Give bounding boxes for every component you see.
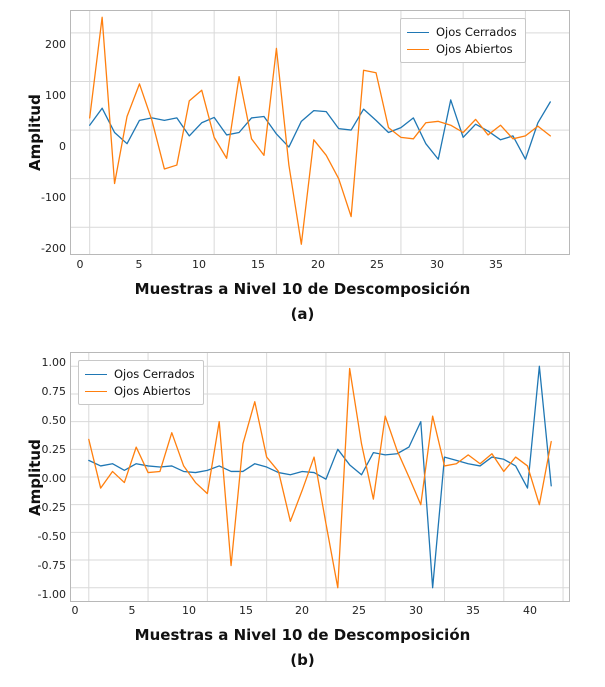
x-tick-label: 20 bbox=[295, 604, 309, 617]
legend-item-ojos-abiertos bbox=[85, 383, 195, 400]
legend-label: Ojos Abiertos bbox=[114, 383, 191, 398]
x-tick-label: 15 bbox=[239, 604, 253, 617]
y-tick-label: -0.50 bbox=[37, 530, 66, 543]
y-tick-label: 200 bbox=[45, 38, 66, 51]
panel-caption-a: (a) bbox=[290, 305, 315, 323]
x-tick-label: 30 bbox=[409, 604, 423, 617]
x-tick-label: 35 bbox=[466, 604, 480, 617]
x-tick-label: 10 bbox=[192, 258, 206, 271]
x-tick-label: 0 bbox=[76, 258, 84, 271]
legend-item-ojos-cerrados bbox=[407, 24, 517, 41]
x-tick-label: 25 bbox=[352, 604, 366, 617]
x-tick-label: 5 bbox=[135, 258, 143, 271]
panel-caption-b: (b) bbox=[290, 651, 315, 669]
y-tick-label: 0.50 bbox=[41, 414, 66, 427]
x-tick-label: 40 bbox=[523, 604, 537, 617]
y-tick-label: 100 bbox=[45, 89, 66, 102]
y-tick-label: 0.25 bbox=[41, 443, 66, 456]
y-tick-label: -0.25 bbox=[37, 501, 66, 514]
legend-b bbox=[78, 360, 204, 405]
legend-label: Ojos Abiertos bbox=[436, 41, 513, 56]
x-tick-label: 0 bbox=[71, 604, 79, 617]
x-tick-label: 15 bbox=[251, 258, 265, 271]
legend-line-swatch-blue bbox=[85, 374, 107, 375]
y-tick-label: -1.00 bbox=[37, 588, 66, 601]
legend-a bbox=[400, 18, 526, 63]
x-tick-label: 20 bbox=[311, 258, 325, 271]
legend-label: Ojos Cerrados bbox=[114, 367, 195, 381]
legend-line-swatch-orange bbox=[85, 391, 107, 392]
legend-item-ojos-abiertos bbox=[407, 41, 517, 58]
y-tick-label: -200 bbox=[41, 242, 66, 255]
chart-panel-a bbox=[0, 0, 605, 340]
y-tick-label: -100 bbox=[41, 191, 66, 204]
y-tick-label: 0.75 bbox=[41, 385, 66, 398]
legend-line-swatch-blue bbox=[407, 32, 429, 33]
y-tick-label: 0 bbox=[59, 140, 66, 153]
x-tick-label: 25 bbox=[370, 258, 384, 271]
x-tick-label: 35 bbox=[489, 258, 503, 271]
x-axis-label-a: Muestras a Nivel 10 de Descomposición bbox=[134, 280, 471, 298]
x-axis-label-b: Muestras a Nivel 10 de Descomposición bbox=[134, 626, 471, 644]
legend-item-ojos-cerrados bbox=[85, 366, 195, 383]
y-tick-label: 0.00 bbox=[41, 472, 66, 485]
legend-label: Ojos Cerrados bbox=[436, 25, 517, 39]
y-tick-label: -0.75 bbox=[37, 559, 66, 572]
y-tick-label: 1.00 bbox=[41, 356, 66, 369]
x-tick-label: 10 bbox=[182, 604, 196, 617]
legend-line-swatch-orange bbox=[407, 49, 429, 50]
y-axis-label-a: Amplitud bbox=[26, 93, 44, 171]
chart-panel-b bbox=[0, 340, 605, 687]
y-axis-label-b: Amplitud bbox=[26, 438, 44, 516]
x-tick-label: 5 bbox=[128, 604, 136, 617]
x-tick-label: 30 bbox=[430, 258, 444, 271]
